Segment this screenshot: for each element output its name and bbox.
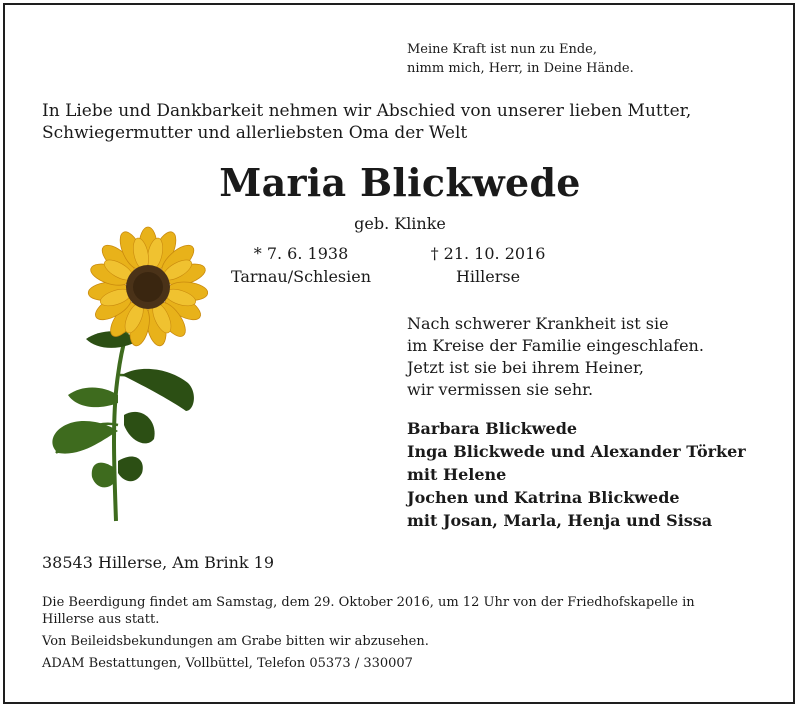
sunflower-head <box>87 227 208 348</box>
verse <box>407 40 634 78</box>
address: 38543 Hillerse, Am Brink 19 <box>42 553 275 572</box>
family-list <box>407 417 746 532</box>
maiden-name: geb. Klinke <box>354 214 446 233</box>
birth-date: * 7. 6. 1938 <box>253 244 349 263</box>
poem-line-1: Nach schwerer Krankheit ist sie <box>407 314 669 333</box>
verse-line-2: nimm mich, Herr, in Deine Hände. <box>407 61 634 76</box>
verse-line-1: Meine Kraft ist nun zu Ende, <box>407 42 598 57</box>
funeral-line-2: Hillerse aus statt. <box>42 612 160 627</box>
family-line-4: Jochen und Katrina Blickwede <box>407 488 680 507</box>
family-line-3: mit Helene <box>407 465 507 484</box>
intro-line-2: Schwiegermutter und allerliebsten Oma der Welt <box>42 123 468 143</box>
family-line-2: Inga Blickwede und Alexander Törker <box>407 442 746 461</box>
family-line-5: mit Josan, Marla, Henja und Sissa <box>407 511 713 530</box>
death-place: Hillerse <box>455 267 521 286</box>
undertaker-info: ADAM Bestattungen, Vollbüttel, Telefon 05373 / 330007 <box>42 656 413 671</box>
family-line-1: Barbara Blickwede <box>407 419 578 438</box>
intro-line-1: In Liebe und Dankbarkeit nehmen wir Abschied von unserer lieben Mutter, <box>42 101 692 121</box>
funeral-line-1: Die Beerdigung findet am Samstag, dem 29. Oktober 2016, um 12 Uhr von der Friedhofskapelle in <box>42 595 695 610</box>
poem-line-2: im Kreise der Familie eingeschlafen. <box>407 336 704 355</box>
funeral-info <box>42 594 695 628</box>
death-date: † 21. 10. 2016 <box>430 244 546 263</box>
poem-line-3: Jetzt ist sie bei ihrem Heiner, <box>407 358 644 377</box>
poem <box>407 313 704 401</box>
sunflower-image <box>38 225 208 525</box>
intro-text <box>42 100 691 144</box>
condolence-note: Von Beileidsbekundungen am Grabe bitten wir abzusehen. <box>42 634 429 649</box>
poem-line-4: wir vermissen sie sehr. <box>407 380 594 399</box>
birth-info <box>206 242 396 288</box>
birth-place: Tarnau/Schlesien <box>230 267 372 286</box>
death-info <box>393 242 583 288</box>
deceased-name: Maria Blickwede <box>219 160 581 205</box>
